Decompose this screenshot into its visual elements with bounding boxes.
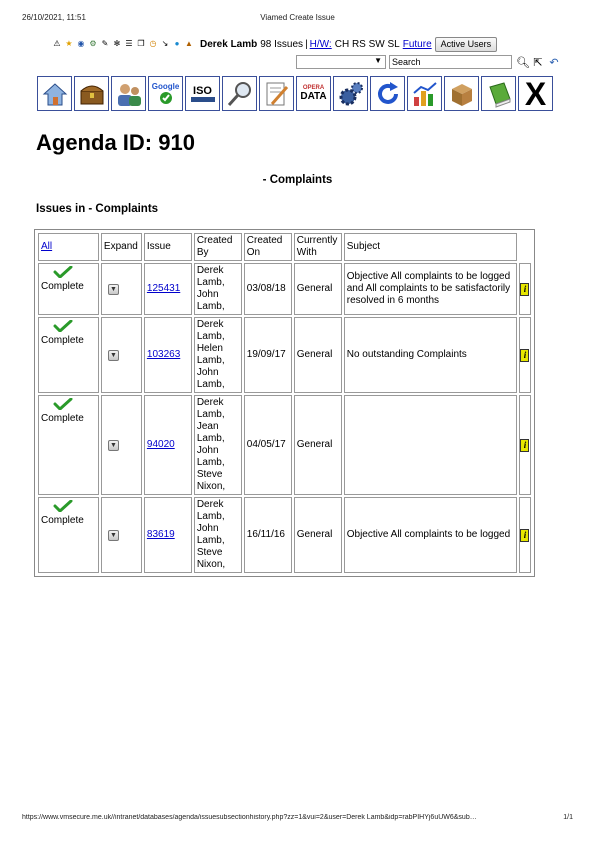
earth-icon[interactable]: ● <box>174 39 180 48</box>
status-label: Complete <box>41 335 84 346</box>
issue-link[interactable]: 125431 <box>146 283 181 294</box>
created-by-line: Nixon, <box>196 481 226 492</box>
chart-icon[interactable] <box>407 76 442 111</box>
status-label: Complete <box>41 413 84 424</box>
google-icon[interactable]: Google <box>148 76 183 111</box>
created-by-cell <box>194 317 242 393</box>
created-by-line: John <box>196 367 219 378</box>
edit-icon[interactable] <box>259 76 294 111</box>
created-by-line: Derek <box>196 499 224 510</box>
status-cell <box>38 395 99 495</box>
table-row <box>38 263 531 315</box>
issue-count: 98 Issues <box>260 38 304 50</box>
current-user: Derek Lamb <box>200 38 258 50</box>
print-date: 26/10/2021, 11:51 <box>22 13 86 22</box>
subject-cell: Objective All complaints to be logged <box>344 497 517 573</box>
active-users-button[interactable]: Active Users <box>435 37 498 52</box>
created-by-line: Derek <box>196 319 224 330</box>
back-icon[interactable]: ↶ <box>549 56 559 69</box>
currently-with-cell: General <box>294 395 342 495</box>
created-on-cell: 16/11/16 <box>244 497 292 573</box>
created-by-cell <box>194 263 242 315</box>
info-icon[interactable]: i <box>520 283 529 296</box>
warning-icon[interactable]: ⚠ <box>53 39 61 48</box>
created-by-line: Lamb, <box>196 535 225 546</box>
users-icon[interactable] <box>111 76 146 111</box>
print-page-number: 1/1 <box>563 814 573 821</box>
arrow-icon[interactable]: ↘ <box>161 39 169 48</box>
created-on-cell: 19/09/17 <box>244 317 292 393</box>
table-header-row <box>38 233 531 261</box>
created-by-line: John <box>196 523 219 534</box>
col-all <box>38 233 99 261</box>
created-by-line: Nixon, <box>196 559 226 570</box>
col-subject: Subject <box>344 233 517 261</box>
opera-data-icon[interactable]: OPERA DATA <box>296 76 331 111</box>
settings-icon[interactable]: ⚙ <box>89 39 97 48</box>
expand-cell <box>101 317 142 393</box>
created-on-cell: 04/05/17 <box>244 395 292 495</box>
issue-cell <box>144 497 192 573</box>
status-label: Complete <box>41 281 84 292</box>
print-header <box>22 13 573 25</box>
issues-table <box>34 229 535 577</box>
currently-with-cell: General <box>294 263 342 315</box>
star-icon[interactable]: ★ <box>65 39 73 48</box>
created-by-line: Derek <box>196 397 224 408</box>
table-row <box>38 497 531 573</box>
filter-dropdown[interactable] <box>296 55 386 69</box>
check-icon <box>53 398 73 410</box>
info-cell <box>519 317 531 393</box>
toolbar-tiles <box>37 76 555 111</box>
created-by-line: Derek <box>196 265 224 276</box>
list-icon[interactable]: ☰ <box>125 39 133 48</box>
search-input[interactable]: Search <box>389 55 512 69</box>
col-created-on: Created On <box>244 233 292 261</box>
chevron-down-icon: ▼ <box>374 56 382 65</box>
issue-cell <box>144 395 192 495</box>
treasure-chest-icon[interactable] <box>74 76 109 111</box>
info-cell <box>519 263 531 315</box>
subject-cell: Objective All complaints to be logged and All complaints to be satisfactorily resolved in 6 months <box>344 263 517 315</box>
col-expand: Expand <box>101 233 142 261</box>
info-icon[interactable]: i <box>520 349 529 362</box>
created-by-line: Lamb, <box>196 457 225 468</box>
created-by-line: Jean <box>196 421 219 432</box>
check-icon <box>53 500 73 512</box>
magnifier-icon[interactable] <box>222 76 257 111</box>
expand-cell <box>101 263 142 315</box>
top-bar <box>52 35 572 53</box>
page-title: Agenda ID: 910 <box>36 130 195 155</box>
currently-with-cell: General <box>294 317 342 393</box>
col-created-by: Created By <box>194 233 242 261</box>
created-by-line: Lamb, <box>196 355 225 366</box>
book-icon[interactable] <box>481 76 516 111</box>
col-issue: Issue <box>144 233 192 261</box>
created-by-line: Lamb, <box>196 331 225 342</box>
created-by-line: Lamb, <box>196 277 225 288</box>
print-title: Viamed Create Issue <box>260 13 335 22</box>
info-icon[interactable]: i <box>520 439 529 452</box>
issues-subheading: Issues in - Complaints <box>36 203 159 215</box>
currently-with-cell: General <box>294 497 342 573</box>
created-by-line: John <box>196 445 219 456</box>
refresh-icon[interactable] <box>370 76 405 111</box>
created-by-line: Steve <box>196 469 223 480</box>
globe-icon[interactable]: ◉ <box>77 39 85 48</box>
expand-icon[interactable]: ▼ <box>108 284 119 295</box>
issue-cell <box>144 317 192 393</box>
hw-link[interactable]: H/W: <box>309 38 332 50</box>
mountain-icon[interactable]: ▲ <box>185 39 193 48</box>
created-by-line: Lamb, <box>196 409 225 420</box>
pen-icon[interactable]: ✎ <box>101 39 109 48</box>
network-icon[interactable]: ✻ <box>113 39 121 48</box>
created-by-line: John <box>196 289 219 300</box>
info-cell <box>519 497 531 573</box>
home-icon[interactable] <box>37 76 72 111</box>
subject-cell: No outstanding Complaints <box>344 317 517 393</box>
issue-link[interactable]: 103263 <box>146 349 181 360</box>
status-cell <box>38 263 99 315</box>
status-cell <box>38 497 99 573</box>
search-row <box>296 54 571 70</box>
table-row <box>38 317 531 393</box>
col-info <box>519 233 531 261</box>
separator: | <box>305 38 308 50</box>
close-x-icon[interactable]: X <box>518 76 553 111</box>
created-by-cell <box>194 497 242 573</box>
expand-cell <box>101 395 142 495</box>
created-by-cell <box>194 395 242 495</box>
print-url: https://www.vmsecure.me.uk//intranet/databases/agenda/issuesubsectionhistory.php?zz=1&vui=2&user=Derek Lamb&idp=rabPIHYj6uUW6&sub… <box>22 814 477 821</box>
created-by-line: Lamb, <box>196 433 225 444</box>
subject-cell <box>344 395 517 495</box>
section-title: - Complaints <box>262 174 333 186</box>
issue-link[interactable]: 94020 <box>146 439 175 450</box>
check-icon <box>53 266 73 278</box>
created-by-line: Lamb, <box>196 301 225 312</box>
check-icon <box>53 320 73 332</box>
expand-icon[interactable]: ▼ <box>108 350 119 361</box>
site-codes: CH RS SW SL <box>334 38 400 50</box>
table-row <box>38 395 531 495</box>
issue-link[interactable]: 83619 <box>146 529 175 540</box>
print-footer <box>22 814 573 826</box>
col-currently-with: Currently With <box>294 233 342 261</box>
issue-cell <box>144 263 192 315</box>
created-by-line: Helen <box>196 343 223 354</box>
info-icon[interactable]: i <box>520 529 529 542</box>
all-link[interactable]: All <box>41 241 53 252</box>
cogs-icon[interactable] <box>333 76 368 111</box>
iso-icon[interactable]: ISO <box>185 76 220 111</box>
created-by-line: Lamb, <box>196 379 225 390</box>
search-icon[interactable]: 🔍︎ <box>516 56 530 69</box>
clock-icon[interactable]: ◷ <box>149 39 157 48</box>
expand-cell <box>101 497 142 573</box>
status-label: Complete <box>41 515 84 526</box>
created-by-line: Steve <box>196 547 223 558</box>
created-by-line: Lamb, <box>196 511 225 522</box>
window-icon[interactable]: ❐ <box>137 39 145 48</box>
status-cell <box>38 317 99 393</box>
info-cell <box>519 395 531 495</box>
created-on-cell: 03/08/18 <box>244 263 292 315</box>
expand-icon[interactable]: ▼ <box>108 530 119 541</box>
external-link-icon[interactable]: ⇱ <box>533 56 543 69</box>
box-icon[interactable] <box>444 76 479 111</box>
future-link[interactable]: Future <box>402 38 432 50</box>
expand-icon[interactable]: ▼ <box>108 440 119 451</box>
